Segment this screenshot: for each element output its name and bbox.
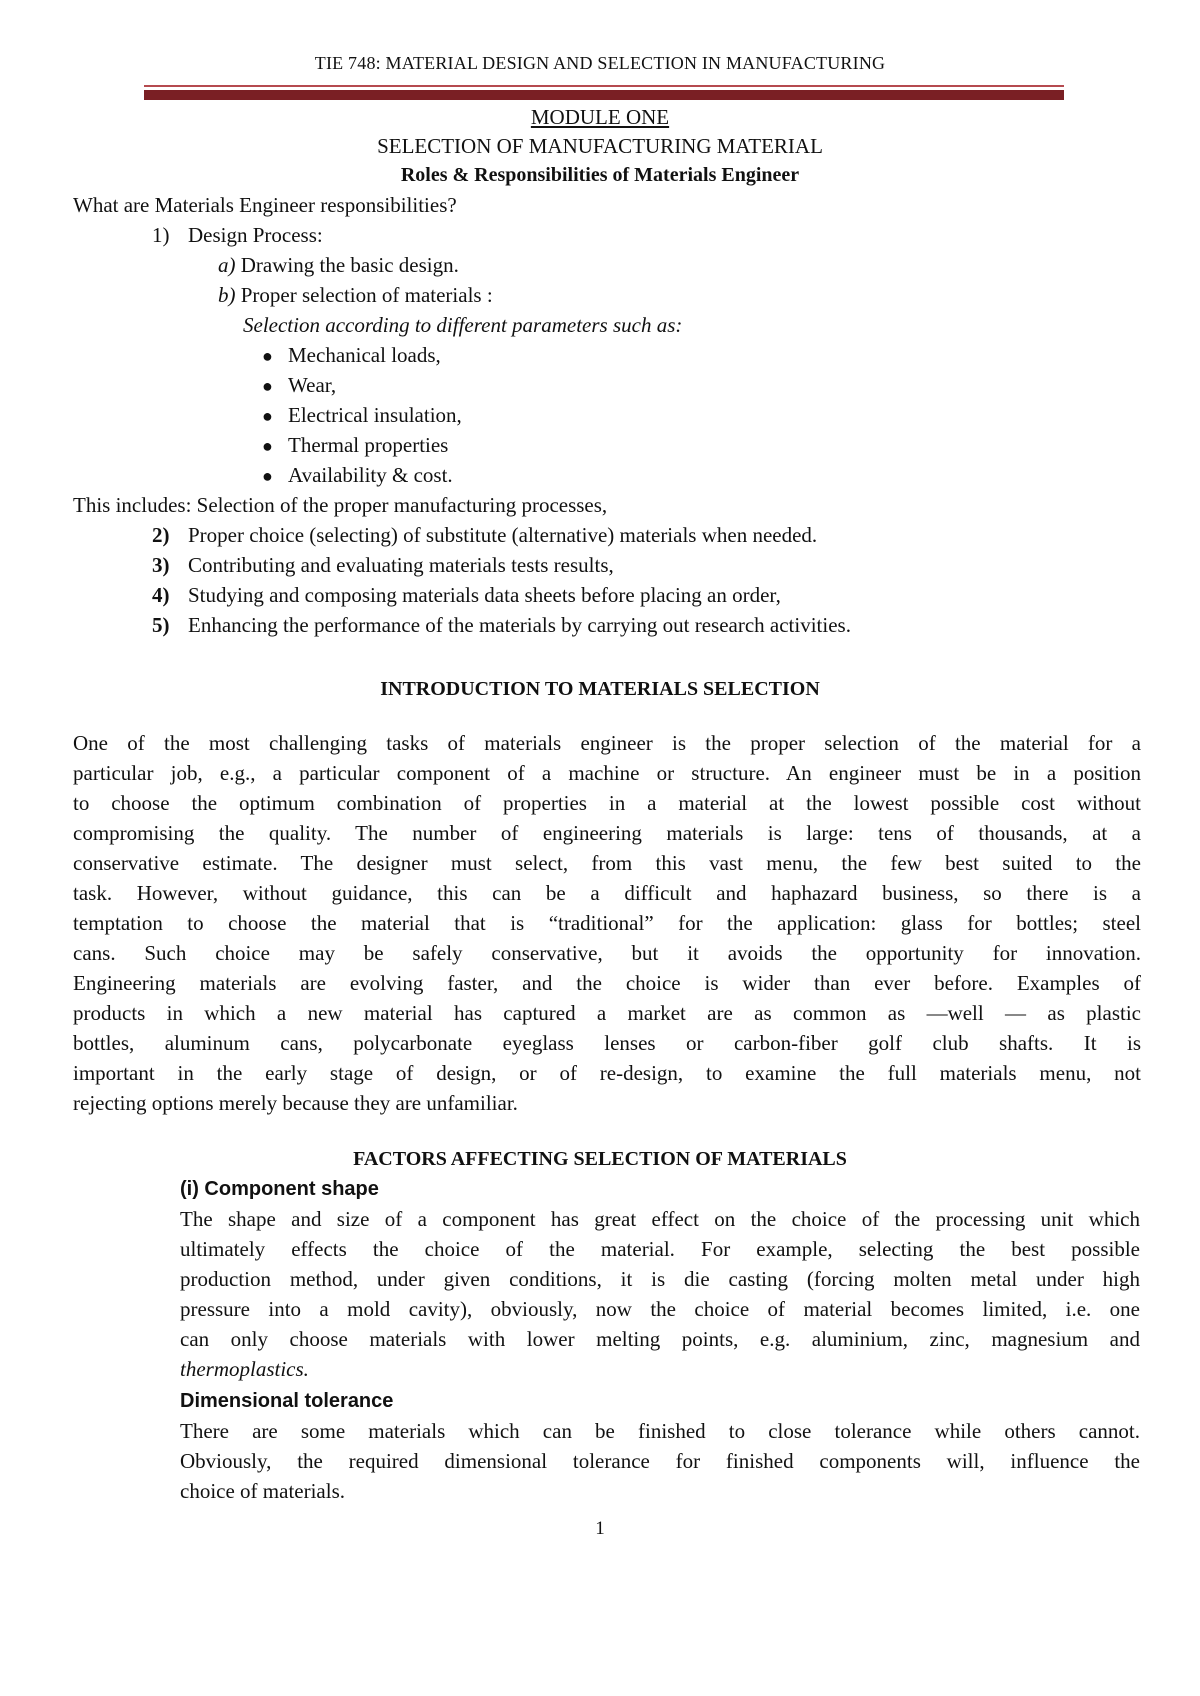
bullet-item: ● Availability & cost. bbox=[262, 463, 453, 487]
list-item: 2) Proper choice (selecting) of substitute (alternative) materials when needed. bbox=[152, 523, 818, 547]
list-item bbox=[152, 222, 323, 248]
header-rule bbox=[144, 90, 1064, 100]
bullet-item: ● Mechanical loads, bbox=[262, 343, 441, 367]
sub-item-text: Drawing the basic design. bbox=[240, 253, 459, 277]
dimensional-tolerance-heading: Dimensional tolerance bbox=[180, 1390, 394, 1412]
paragraph-line: compromising the quality. The number of engineering materials is large: tens of thousands, at a bbox=[73, 821, 1141, 845]
paragraph-line: products in which a new material has captured a market are as common as —well — as plastic bbox=[73, 1001, 1141, 1025]
paragraph-line: conservative estimate. The designer must select, from this vast menu, the few best suited to the bbox=[73, 851, 1141, 875]
intro-paragraph bbox=[73, 728, 1141, 1118]
paragraph-line: cans. Such choice may be safely conservative, but it avoids the opportunity for innovation. bbox=[73, 941, 1141, 965]
bullet-icon: ● bbox=[262, 346, 273, 366]
responsibilities-question: What are Materials Engineer responsibilities? bbox=[73, 193, 457, 217]
sub-item bbox=[218, 252, 459, 278]
header-rule-thin bbox=[144, 85, 1064, 87]
sub-item-text: Proper selection of materials : bbox=[240, 283, 493, 307]
sub-item bbox=[218, 282, 493, 308]
paragraph-line: pressure into a mold cavity), obviously, now the choice of material becomes limited, i.e. one bbox=[180, 1297, 1140, 1321]
list-item: 3) Contributing and evaluating materials tests results, bbox=[152, 553, 614, 577]
intro-heading: INTRODUCTION TO MATERIALS SELECTION bbox=[380, 678, 820, 700]
paragraph-line: important in the early stage of design, or of re-design, to examine the full materials menu, not bbox=[73, 1061, 1141, 1085]
page-number: 1 bbox=[595, 1518, 605, 1539]
list-item: 4) Studying and composing materials data sheets before placing an order, bbox=[152, 583, 781, 607]
paragraph-line: choice of materials. bbox=[180, 1479, 346, 1503]
section-title: Roles & Responsibilities of Materials Engineer bbox=[400, 164, 800, 186]
paragraph-line: Engineering materials are evolving faster, and the choice is wider than ever before. Examples of bbox=[73, 971, 1141, 995]
paragraph-line: can only choose materials with lower melting points, e.g. aluminium, zinc, magnesium and bbox=[180, 1327, 1140, 1351]
includes-line: This includes: Selection of the proper manufacturing processes, bbox=[73, 493, 608, 517]
paragraph-line: thermoplastics. bbox=[180, 1357, 309, 1381]
list-item: 5) Enhancing the performance of the materials by carrying out research activities. bbox=[152, 613, 851, 637]
paragraph-line: One of the most challenging tasks of materials engineer is the proper selection of the material for a bbox=[73, 731, 1141, 755]
bullet-item: ● Thermal properties bbox=[262, 433, 449, 457]
paragraph-line: temptation to choose the material that is “traditional” for the application: glass for bottles; steel bbox=[73, 911, 1141, 935]
component-shape-heading: (i) Component shape bbox=[180, 1178, 379, 1200]
paragraph-line: ultimately effects the choice of the material. For example, selecting the best possible bbox=[180, 1237, 1140, 1261]
bullet-icon: ● bbox=[262, 406, 273, 426]
paragraph-line: bottles, aluminum cans, polycarbonate eyeglass lenses or carbon-fiber golf club shafts. It is bbox=[73, 1031, 1141, 1055]
bullet-item: ● Electrical insulation, bbox=[262, 403, 462, 427]
sub-item-letter: b) bbox=[218, 283, 236, 307]
list-item-text: Design Process: bbox=[188, 223, 323, 247]
bullet-icon: ● bbox=[262, 436, 273, 456]
sub-item-letter: a) bbox=[218, 253, 236, 277]
paragraph-line: production method, under given conditions, it is die casting (forcing molten metal under high bbox=[180, 1267, 1140, 1291]
factors-heading: FACTORS AFFECTING SELECTION OF MATERIALS bbox=[353, 1148, 847, 1170]
dimensional-tolerance-paragraph bbox=[180, 1416, 1140, 1506]
paragraph-line: particular job, e.g., a particular component of a machine or structure. An engineer must be in a position bbox=[73, 761, 1141, 785]
paragraph-line: There are some materials which can be finished to close tolerance while others cannot. bbox=[180, 1419, 1140, 1443]
paragraph-line: rejecting options merely because they are unfamiliar. bbox=[73, 1091, 518, 1115]
bullet-item: ● Wear, bbox=[262, 373, 337, 397]
bullet-icon: ● bbox=[262, 376, 273, 396]
paragraph-line: to choose the optimum combination of properties in a material at the lowest possible cost without bbox=[73, 791, 1141, 815]
paragraph-line: task. However, without guidance, this can be a difficult and haphazard business, so there is a bbox=[73, 881, 1141, 905]
paragraph-line: The shape and size of a component has great effect on the choice of the processing unit which bbox=[180, 1207, 1140, 1231]
params-intro: Selection according to different parameters such as: bbox=[243, 313, 683, 337]
component-shape-paragraph bbox=[180, 1204, 1140, 1384]
running-header: TIE 748: MATERIAL DESIGN AND SELECTION IN MANUFACTURING bbox=[314, 53, 886, 73]
module-subtitle: SELECTION OF MANUFACTURING MATERIAL bbox=[377, 134, 823, 158]
list-number: 1) bbox=[152, 223, 170, 247]
paragraph-line: Obviously, the required dimensional tolerance for finished components will, influence the bbox=[180, 1449, 1140, 1473]
bullet-icon: ● bbox=[262, 466, 273, 486]
module-title: MODULE ONE bbox=[530, 105, 670, 129]
